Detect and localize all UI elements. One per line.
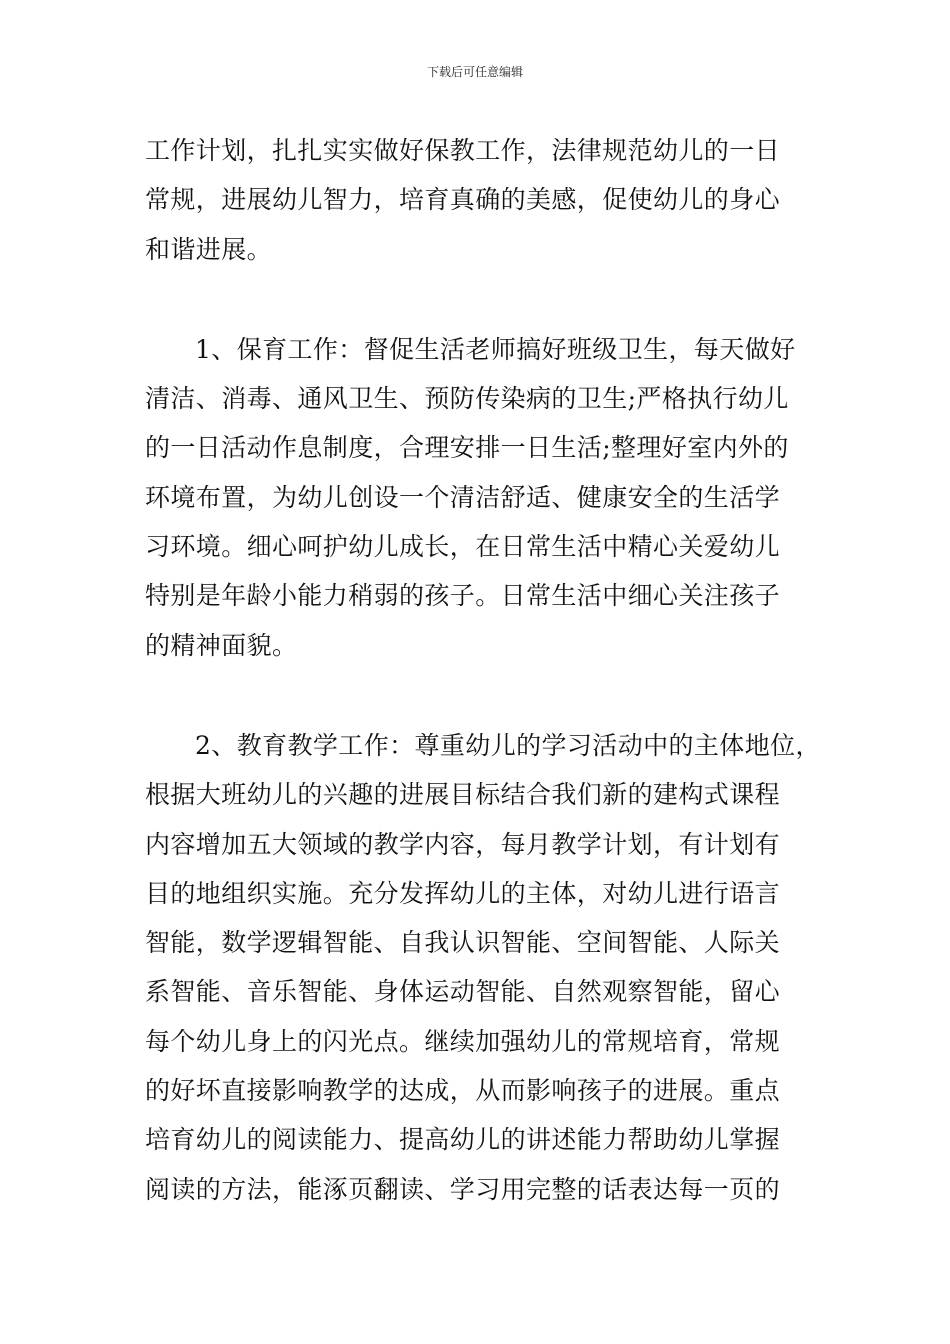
text-line: 目的地组织实施。充分发挥幼儿的主体，对幼儿进行语言 [145,878,781,908]
document-body [145,126,821,1214]
paragraph-intro [145,126,810,274]
text-line: 的好坏直接影响教学的达成，从而影响孩子的进展。重点 [145,1076,781,1106]
text-line: 根据大班幼儿的兴趣的进展目标结合我们新的建构式课程 [145,780,781,810]
text-line: 习环境。细心呵护幼儿成长，在日常生活中精心关爱幼儿 [145,532,781,562]
text-line: 的一日活动作息制度，合理安排一日生活;整理好室内外的 [145,433,789,463]
paragraph-gap [145,274,810,325]
text-line: 内容增加五大领域的教学内容，每月教学计划，有计划有 [145,829,781,859]
text-line: 和谐进展。 [145,234,273,264]
text-line: 培育幼儿的阅读能力、提高幼儿的讲述能力帮助幼儿掌握 [145,1125,781,1155]
text-line: 1、保育工作：督促生活老师搞好班级卫生，每天做好 [195,334,796,364]
text-line: 清洁、消毒、通风卫生、预防传染病的卫生;严格执行幼儿 [145,384,789,414]
text-line: 环境布置，为幼儿创设一个清洁舒适、健康安全的生活学 [145,482,781,512]
paragraph-teaching-work [145,721,821,1214]
text-line: 常规，进展幼儿智力，培育真确的美感，促使幼儿的身心 [145,185,781,215]
text-line: 的精神面貌。 [145,630,298,660]
text-line: 系智能、音乐智能、身体运动智能、自然观察智能，留心 [145,977,781,1007]
text-line: 每个幼儿身上的闪光点。继续加强幼儿的常规培育，常规 [145,1026,781,1056]
text-line: 智能，数学逻辑智能、自我认识智能、空间智能、人际关 [145,928,781,958]
text-line: 工作计划，扎扎实实做好保教工作，法律规范幼儿的一日 [145,136,781,165]
text-line: 特别是年龄小能力稍弱的孩子。日常生活中细心关注孩子 [145,581,781,611]
text-line: 2、教育教学工作：尊重幼儿的学习活动中的主体地位， [195,730,821,760]
page-header-note: 下载后可任意编辑 [426,65,523,79]
paragraph-care-work [145,325,810,670]
text-line: 阅读的方法，能涿页翻读、学习用完整的话表达每一页的 [145,1174,781,1204]
paragraph-gap [145,670,810,721]
